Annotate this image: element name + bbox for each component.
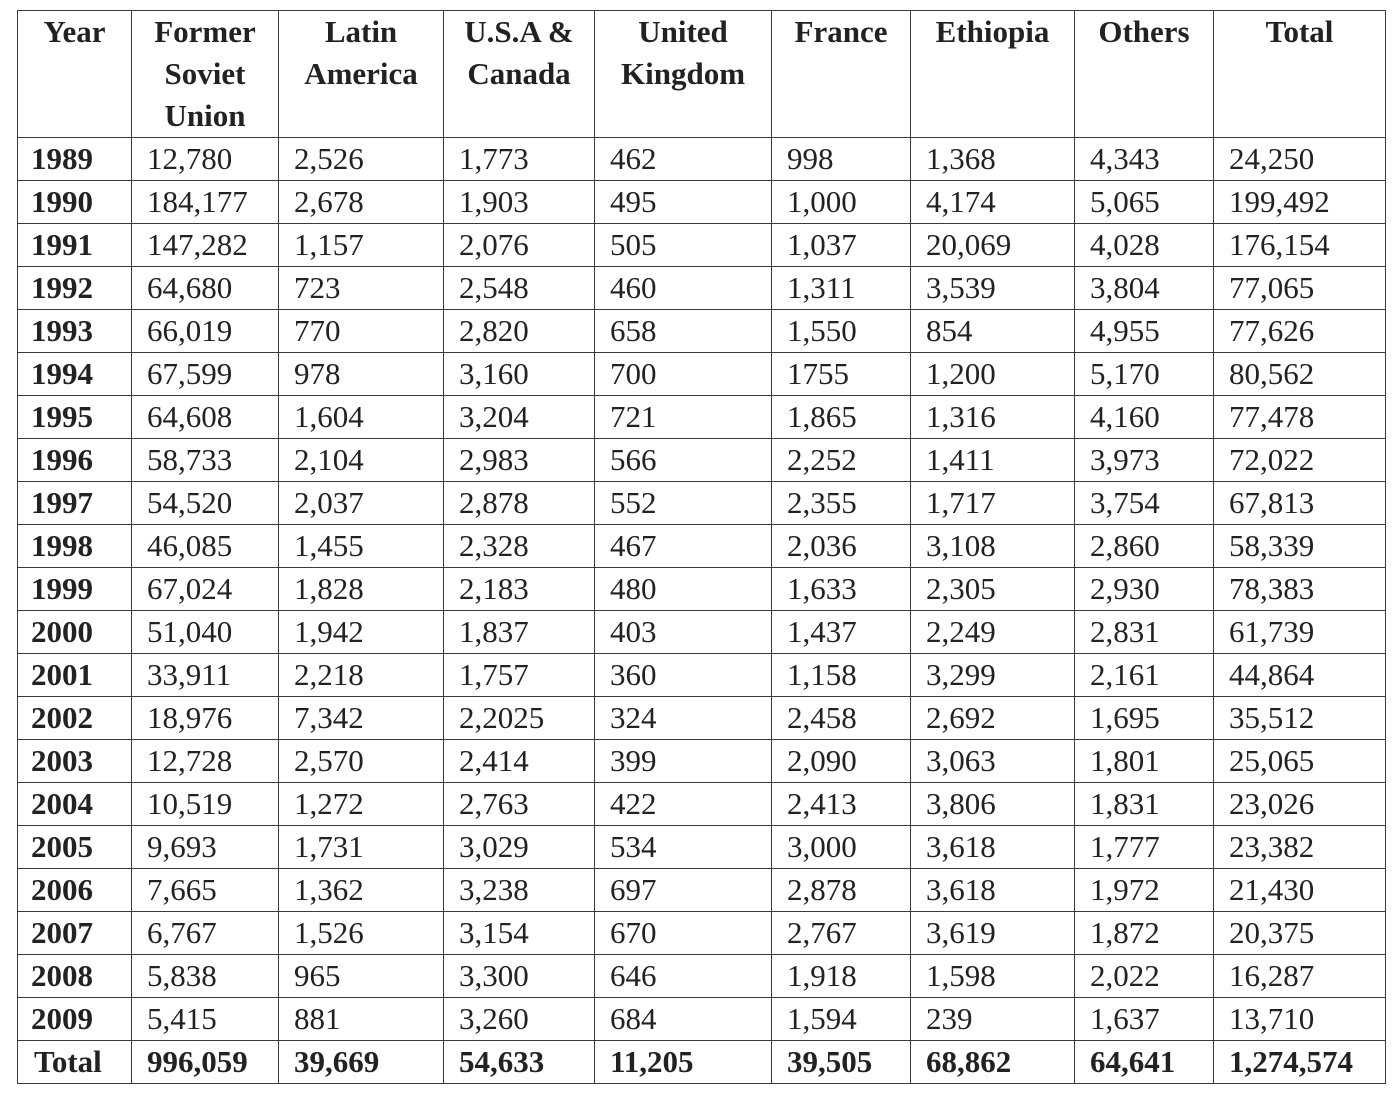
value-cell: 20,069 [911, 224, 1075, 267]
value-cell: 2,526 [279, 138, 444, 181]
value-cell: 495 [595, 181, 772, 224]
table-row [18, 396, 1386, 439]
value-cell: 72,022 [1214, 439, 1386, 482]
value-cell: 670 [595, 912, 772, 955]
value-cell: 881 [279, 998, 444, 1041]
value-cell: 1,801 [1075, 740, 1214, 783]
value-cell: 3,154 [444, 912, 595, 955]
value-cell: 1,437 [772, 611, 911, 654]
value-cell: 324 [595, 697, 772, 740]
value-cell: 9,693 [132, 826, 279, 869]
value-cell: 78,383 [1214, 568, 1386, 611]
value-cell: 5,415 [132, 998, 279, 1041]
value-cell: 2,878 [444, 482, 595, 525]
value-cell: 965 [279, 955, 444, 998]
value-cell: 1,637 [1075, 998, 1214, 1041]
value-cell: 1,831 [1075, 783, 1214, 826]
value-cell: 7,342 [279, 697, 444, 740]
value-cell: 54,520 [132, 482, 279, 525]
value-cell: 1,604 [279, 396, 444, 439]
value-cell: 20,375 [1214, 912, 1386, 955]
header-united-kingdom: United Kingdom [595, 11, 772, 138]
value-cell: 12,728 [132, 740, 279, 783]
value-cell: 2,252 [772, 439, 911, 482]
immigration-table [17, 10, 1386, 1084]
total-cell: 64,641 [1075, 1041, 1214, 1084]
value-cell: 2,763 [444, 783, 595, 826]
value-cell: 552 [595, 482, 772, 525]
total-cell: 54,633 [444, 1041, 595, 1084]
year-cell: 1995 [18, 396, 132, 439]
value-cell: 80,562 [1214, 353, 1386, 396]
value-cell: 1,362 [279, 869, 444, 912]
value-cell: 21,430 [1214, 869, 1386, 912]
value-cell: 3,029 [444, 826, 595, 869]
year-cell: 2006 [18, 869, 132, 912]
value-cell: 2,161 [1075, 654, 1214, 697]
value-cell: 770 [279, 310, 444, 353]
table-row [18, 353, 1386, 396]
table-row [18, 697, 1386, 740]
year-cell: 2003 [18, 740, 132, 783]
year-cell: 2007 [18, 912, 132, 955]
value-cell: 18,976 [132, 697, 279, 740]
year-cell: 1991 [18, 224, 132, 267]
value-cell: 35,512 [1214, 697, 1386, 740]
value-cell: 2,2025 [444, 697, 595, 740]
value-cell: 61,739 [1214, 611, 1386, 654]
value-cell: 2,570 [279, 740, 444, 783]
value-cell: 5,838 [132, 955, 279, 998]
value-cell: 534 [595, 826, 772, 869]
table-row [18, 482, 1386, 525]
value-cell: 77,065 [1214, 267, 1386, 310]
value-cell: 58,339 [1214, 525, 1386, 568]
value-cell: 33,911 [132, 654, 279, 697]
value-cell: 1,000 [772, 181, 911, 224]
value-cell: 1,695 [1075, 697, 1214, 740]
value-cell: 1,757 [444, 654, 595, 697]
year-cell: 2005 [18, 826, 132, 869]
value-cell: 2,678 [279, 181, 444, 224]
value-cell: 2,328 [444, 525, 595, 568]
value-cell: 1,272 [279, 783, 444, 826]
value-cell: 1,455 [279, 525, 444, 568]
total-cell: 39,669 [279, 1041, 444, 1084]
value-cell: 2,090 [772, 740, 911, 783]
value-cell: 13,710 [1214, 998, 1386, 1041]
value-cell: 1755 [772, 353, 911, 396]
value-cell: 1,717 [911, 482, 1075, 525]
value-cell: 67,813 [1214, 482, 1386, 525]
value-cell: 721 [595, 396, 772, 439]
header-ethiopia: Ethiopia [911, 11, 1075, 138]
value-cell: 1,903 [444, 181, 595, 224]
value-cell: 646 [595, 955, 772, 998]
value-cell: 1,731 [279, 826, 444, 869]
value-cell: 505 [595, 224, 772, 267]
table-row [18, 998, 1386, 1041]
value-cell: 1,837 [444, 611, 595, 654]
value-cell: 1,594 [772, 998, 911, 1041]
value-cell: 46,085 [132, 525, 279, 568]
value-cell: 3,204 [444, 396, 595, 439]
value-cell: 462 [595, 138, 772, 181]
value-cell: 1,316 [911, 396, 1075, 439]
value-cell: 1,158 [772, 654, 911, 697]
value-cell: 1,200 [911, 353, 1075, 396]
value-cell: 2,820 [444, 310, 595, 353]
value-cell: 2,860 [1075, 525, 1214, 568]
year-cell: 2004 [18, 783, 132, 826]
year-cell: 2008 [18, 955, 132, 998]
table-row [18, 181, 1386, 224]
table-row [18, 568, 1386, 611]
value-cell: 2,458 [772, 697, 911, 740]
table-row [18, 611, 1386, 654]
value-cell: 64,680 [132, 267, 279, 310]
value-cell: 2,692 [911, 697, 1075, 740]
value-cell: 23,382 [1214, 826, 1386, 869]
value-cell: 2,983 [444, 439, 595, 482]
value-cell: 1,777 [1075, 826, 1214, 869]
value-cell: 2,037 [279, 482, 444, 525]
value-cell: 1,633 [772, 568, 911, 611]
value-cell: 25,065 [1214, 740, 1386, 783]
value-cell: 1,865 [772, 396, 911, 439]
year-cell: 1989 [18, 138, 132, 181]
value-cell: 67,024 [132, 568, 279, 611]
value-cell: 998 [772, 138, 911, 181]
value-cell: 658 [595, 310, 772, 353]
value-cell: 58,733 [132, 439, 279, 482]
value-cell: 7,665 [132, 869, 279, 912]
table-row [18, 826, 1386, 869]
value-cell: 3,618 [911, 826, 1075, 869]
value-cell: 147,282 [132, 224, 279, 267]
value-cell: 399 [595, 740, 772, 783]
year-cell: 1992 [18, 267, 132, 310]
value-cell: 3,973 [1075, 439, 1214, 482]
year-cell: 1993 [18, 310, 132, 353]
value-cell: 1,411 [911, 439, 1075, 482]
value-cell: 460 [595, 267, 772, 310]
value-cell: 3,300 [444, 955, 595, 998]
header-year: Year [18, 11, 132, 138]
value-cell: 1,368 [911, 138, 1075, 181]
value-cell: 12,780 [132, 138, 279, 181]
header-total: Total [1214, 11, 1386, 138]
value-cell: 6,767 [132, 912, 279, 955]
value-cell: 723 [279, 267, 444, 310]
value-cell: 3,000 [772, 826, 911, 869]
value-cell: 176,154 [1214, 224, 1386, 267]
value-cell: 422 [595, 783, 772, 826]
value-cell: 3,804 [1075, 267, 1214, 310]
value-cell: 2,355 [772, 482, 911, 525]
value-cell: 184,177 [132, 181, 279, 224]
table-row [18, 740, 1386, 783]
value-cell: 1,773 [444, 138, 595, 181]
value-cell: 77,478 [1214, 396, 1386, 439]
value-cell: 360 [595, 654, 772, 697]
value-cell: 3,108 [911, 525, 1075, 568]
value-cell: 4,174 [911, 181, 1075, 224]
value-cell: 480 [595, 568, 772, 611]
value-cell: 3,260 [444, 998, 595, 1041]
year-cell: 1998 [18, 525, 132, 568]
value-cell: 2,076 [444, 224, 595, 267]
value-cell: 2,249 [911, 611, 1075, 654]
table-row [18, 869, 1386, 912]
value-cell: 77,626 [1214, 310, 1386, 353]
value-cell: 1,942 [279, 611, 444, 654]
value-cell: 66,019 [132, 310, 279, 353]
table-row [18, 912, 1386, 955]
value-cell: 854 [911, 310, 1075, 353]
value-cell: 684 [595, 998, 772, 1041]
value-cell: 700 [595, 353, 772, 396]
value-cell: 239 [911, 998, 1075, 1041]
table-row [18, 654, 1386, 697]
table-row [18, 955, 1386, 998]
value-cell: 199,492 [1214, 181, 1386, 224]
value-cell: 64,608 [132, 396, 279, 439]
value-cell: 3,238 [444, 869, 595, 912]
value-cell: 1,157 [279, 224, 444, 267]
value-cell: 2,767 [772, 912, 911, 955]
table-row [18, 439, 1386, 482]
value-cell: 3,806 [911, 783, 1075, 826]
value-cell: 3,299 [911, 654, 1075, 697]
value-cell: 2,414 [444, 740, 595, 783]
value-cell: 2,104 [279, 439, 444, 482]
value-cell: 5,065 [1075, 181, 1214, 224]
table-row [18, 783, 1386, 826]
value-cell: 51,040 [132, 611, 279, 654]
value-cell: 1,972 [1075, 869, 1214, 912]
year-cell: 1996 [18, 439, 132, 482]
total-cell: 39,505 [772, 1041, 911, 1084]
value-cell: 23,026 [1214, 783, 1386, 826]
value-cell: 467 [595, 525, 772, 568]
value-cell: 3,618 [911, 869, 1075, 912]
value-cell: 3,754 [1075, 482, 1214, 525]
value-cell: 2,305 [911, 568, 1075, 611]
total-cell: 11,205 [595, 1041, 772, 1084]
year-cell: 1997 [18, 482, 132, 525]
year-cell: 1999 [18, 568, 132, 611]
value-cell: 697 [595, 869, 772, 912]
value-cell: 3,160 [444, 353, 595, 396]
value-cell: 10,519 [132, 783, 279, 826]
value-cell: 978 [279, 353, 444, 396]
value-cell: 3,539 [911, 267, 1075, 310]
value-cell: 1,550 [772, 310, 911, 353]
value-cell: 566 [595, 439, 772, 482]
value-cell: 67,599 [132, 353, 279, 396]
header-france: France [772, 11, 911, 138]
total-cell: 1,274,574 [1214, 1041, 1386, 1084]
header-usa-canada: U.S.A & Canada [444, 11, 595, 138]
header-others: Others [1075, 11, 1214, 138]
value-cell: 2,413 [772, 783, 911, 826]
value-cell: 4,028 [1075, 224, 1214, 267]
value-cell: 4,955 [1075, 310, 1214, 353]
value-cell: 2,218 [279, 654, 444, 697]
year-cell: 1994 [18, 353, 132, 396]
table-row [18, 267, 1386, 310]
year-cell: 1990 [18, 181, 132, 224]
table-body [18, 138, 1386, 1041]
value-cell: 1,918 [772, 955, 911, 998]
year-cell: 2001 [18, 654, 132, 697]
table-row [18, 310, 1386, 353]
year-cell: 2009 [18, 998, 132, 1041]
value-cell: 2,831 [1075, 611, 1214, 654]
value-cell: 5,170 [1075, 353, 1214, 396]
value-cell: 1,037 [772, 224, 911, 267]
header-former-soviet-union: Former Soviet Union [132, 11, 279, 138]
value-cell: 2,183 [444, 568, 595, 611]
value-cell: 1,872 [1075, 912, 1214, 955]
table-row [18, 224, 1386, 267]
table-row [18, 525, 1386, 568]
value-cell: 24,250 [1214, 138, 1386, 181]
total-row [18, 1041, 1386, 1084]
value-cell: 2,022 [1075, 955, 1214, 998]
total-cell: 68,862 [911, 1041, 1075, 1084]
value-cell: 2,878 [772, 869, 911, 912]
value-cell: 3,063 [911, 740, 1075, 783]
value-cell: 2,930 [1075, 568, 1214, 611]
value-cell: 1,598 [911, 955, 1075, 998]
total-row-label: Total [18, 1041, 132, 1084]
year-cell: 2000 [18, 611, 132, 654]
table-row [18, 138, 1386, 181]
value-cell: 1,311 [772, 267, 911, 310]
value-cell: 1,828 [279, 568, 444, 611]
value-cell: 16,287 [1214, 955, 1386, 998]
value-cell: 403 [595, 611, 772, 654]
value-cell: 3,619 [911, 912, 1075, 955]
value-cell: 44,864 [1214, 654, 1386, 697]
value-cell: 1,526 [279, 912, 444, 955]
value-cell: 2,036 [772, 525, 911, 568]
header-row [18, 11, 1386, 138]
value-cell: 2,548 [444, 267, 595, 310]
value-cell: 4,160 [1075, 396, 1214, 439]
total-cell: 996,059 [132, 1041, 279, 1084]
header-latin-america: Latin America [279, 11, 444, 138]
year-cell: 2002 [18, 697, 132, 740]
value-cell: 4,343 [1075, 138, 1214, 181]
